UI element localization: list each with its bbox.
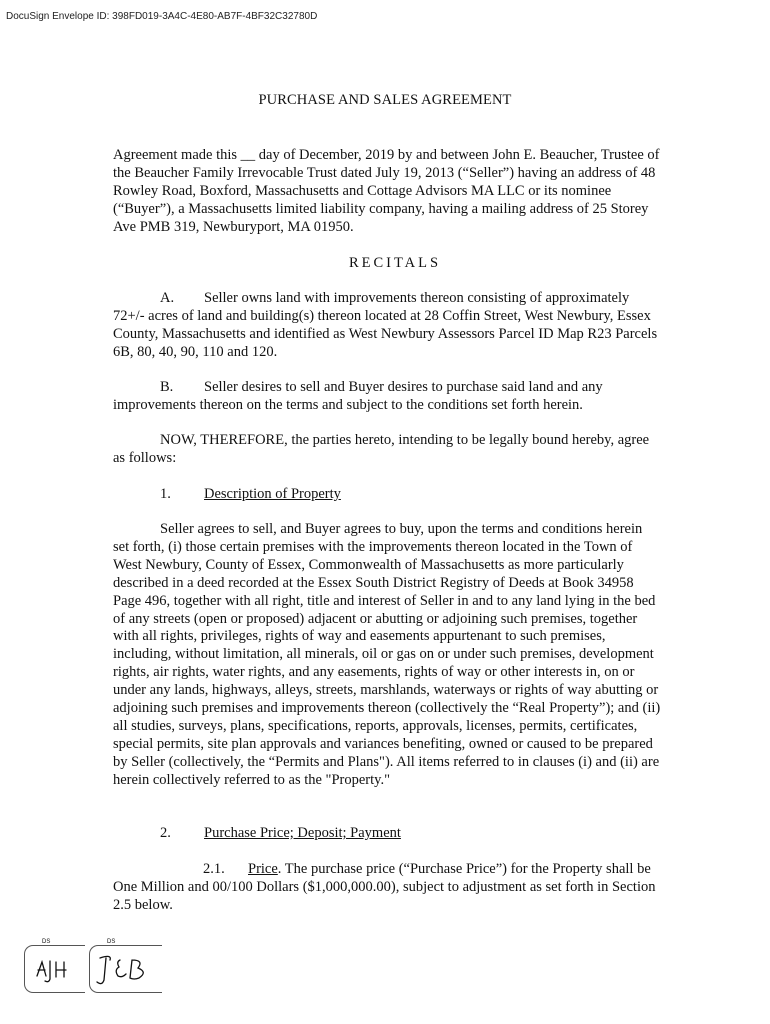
section-1-heading: [160, 486, 341, 503]
section-2-1-text: . The purchase price (“Purchase Price”) for the Property shall be One Million and 00/100 Dollars ($1,000,000.00), subject to adjustment as set forth in Section 2.5 below.: [113, 861, 656, 913]
section-2-heading: [160, 825, 401, 842]
section-2-1-title: Price: [248, 861, 278, 877]
section-2-1-paragraph: [113, 861, 661, 915]
initials-box-1: [24, 939, 85, 993]
initials-box-1-tag: DS: [42, 939, 51, 945]
initials-box-2: [89, 939, 162, 993]
intro-paragraph: Agreement made this __ day of December, 2019 by and between John E. Beaucher, Trustee of the Beaucher Family Irrevocable Trust dated July 19, 2013 (“Seller”) having an address of 48 Rowley Road, Boxford, Massachusetts and Cottage Advisors MA LLC or its nominee (“Buyer”), a Massachusetts limited liability company, having a mailing address of 25 Storey Ave PMB 319, Newburyport, MA 01950.: [113, 147, 660, 235]
now-therefore-paragraph: [113, 432, 661, 468]
recital-a-label: A.: [160, 290, 175, 306]
recital-a: [113, 290, 661, 362]
section-1-title: Description of Property: [204, 486, 341, 502]
document-title: PURCHASE AND SALES AGREEMENT: [258, 92, 512, 108]
initials-box-2-tag: DS: [107, 939, 116, 945]
now-therefore-text: NOW, THEREFORE, the parties hereto, intending to be legally bound hereby, agree as follows:: [113, 432, 650, 466]
section-2-1-number: 2.1.: [203, 861, 225, 877]
section-1-paragraph: [113, 521, 661, 790]
recital-b-text: Seller desires to sell and Buyer desires to purchase said land and any improvements thereon on the terms and subject to the conditions set forth herein.: [113, 379, 603, 413]
recitals-heading: RECITALS: [348, 255, 442, 271]
section-2-number: 2.: [160, 825, 171, 841]
section-1-text: Seller agrees to sell, and Buyer agrees to buy, upon the terms and conditions herein set forth, (i) those certain premises with the improvements thereon located in the Town of West Newbury, County of Essex, Commonwealth of Massachusetts as more particularly described in a deed recorded at the Essex South District Registry of Deeds at Book 34958 Page 496, together with all right, title and interest of Seller in and to any land lying in the bed of any streets (open or proposed) adjacent or abutting or adjoining such premises, together with all rights, privileges, rights of way and easements appurtenant to such premises, including, without limitation, all minerals, oil or gas on or under such premises, development rights, air rights, water rights, and any easements, rights of way or other interests in, on or under any lands, highways, alleys, streets, marshlands, waterways or rights of way abutting or adjoining such premises and improvements thereon (collectively the “Real Property”); and (ii) all studies, surveys, plans, specifications, reports, approvals, licenses, permits, certificates, special permits, site plan approvals and variances benefiting, owned or caused to be prepared by Seller (collectively, the “Permits and Plans"). All items referred to in clauses (i) and (ii) are herein collectively referred to as the "Property.": [113, 521, 661, 788]
initials-1-signature: [25, 946, 85, 992]
initials-2-signature: [90, 946, 162, 992]
recital-b: [113, 379, 661, 415]
section-1-number: 1.: [160, 486, 171, 502]
recital-a-text: Seller owns land with improvements thereon consisting of approximately 72+/- acres of land and building(s) thereon located at 28 Coffin Street, West Newbury, Essex County, Massachusetts and identified as West Newbury Assessors Parcel ID Map R23 Parcels 6B, 80, 40, 90, 110 and 120.: [113, 290, 658, 360]
recital-b-label: B.: [160, 379, 174, 395]
section-2-title: Purchase Price; Deposit; Payment: [204, 825, 401, 841]
envelope-id: DocuSign Envelope ID: 398FD019-3A4C-4E80-AB7F-4BF32C32780D: [6, 11, 318, 22]
